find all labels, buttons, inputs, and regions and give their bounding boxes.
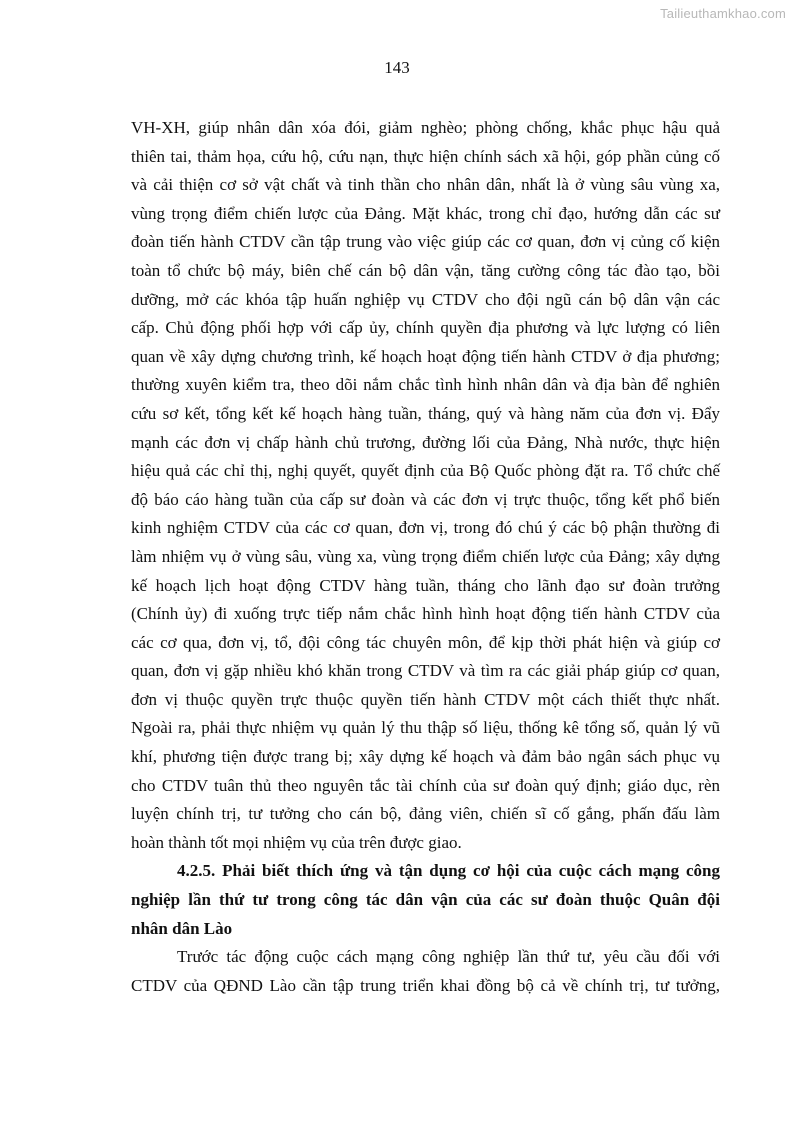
text-line: kinh nghiệm CTDV của các cơ quan, đơn vị, trong đó chú ý các bộ phận thường đi [131,518,720,538]
heading-line: nghiệp lần thứ tư trong công tác dân vận của các sư đoàn thuộc Quân đội [131,890,720,910]
text-line: luyện chính trị, tư tưởng cho cán bộ, đảng viên, chiến sĩ cố gắng, phấn đấu làm [131,804,720,824]
text-line: thiên tai, thảm họa, cứu hộ, cứu nạn, thực hiện chính sách xã hội, góp phần củng cố [131,146,720,166]
text-line: mạnh các đơn vị chấp hành chủ trương, đường lối của Đảng, Nhà nước, thực hiện [131,432,720,452]
text-line: dưỡng, mở các khóa tập huấn nghiệp vụ CTDV cho đội ngũ cán bộ dân vận các [131,289,720,309]
document-body [131,114,720,1000]
page-number: 143 [384,58,410,77]
text-line: Ngoài ra, phải thực nhiệm vụ quản lý thu thập số liệu, thống kê tổng số, quản lý vũ [131,718,720,738]
text-line: hoàn thành tốt mọi nhiệm vụ của trên được giao. [131,832,462,852]
watermark: Tailieuthamkhao.com [660,6,786,21]
heading-line: nhân dân Lào [131,918,233,938]
text-line: và cải thiện cơ sở vật chất và tinh thần cho nhân dân, nhất là ở vùng sâu vùng xa, [131,175,720,195]
body-paragraph [131,943,720,1000]
heading-line: 4.2.5. Phải biết thích ứng và tận dụng cơ hội của cuộc cách mạng công [177,861,720,881]
text-line: cho CTDV tuân thủ theo nguyên tắc tài chính của sư đoàn quý định; giáo dục, rèn [131,775,720,795]
text-line: quan, đơn vị gặp nhiều khó khăn trong CTDV và tìm ra các giải pháp giúp cơ quan, [131,661,720,681]
text-line: đơn vị thuộc quyền trực thuộc quyền tiến hành CTDV một cách thiết thực nhất. [131,689,720,709]
text-line: cứu sơ kết, tổng kết kế hoạch hàng tuần, tháng, quý và hàng năm của đơn vị. Đẩy [131,403,720,423]
text-line: độ báo cáo hàng tuần của cấp sư đoàn và các đơn vị trực thuộc, tổng kết phổ biến [131,489,720,509]
text-line: hiệu quả các chỉ thị, nghị quyết, quyết định của Bộ Quốc phòng đặt ra. Tổ chức chế [131,461,720,481]
text-line: đoàn tiến hành CTDV cần tập trung vào việc giúp các cơ quan, đơn vị củng cố kiện [131,232,720,252]
text-line: vùng trọng điểm chiến lược của Đảng. Mặt khác, trong chỉ đạo, hướng dẫn các sư [131,203,720,223]
text-line: khí, phương tiện được trang bị; xây dựng kế hoạch và đảm bảo ngân sách phục vụ [131,747,720,767]
section-heading [131,857,720,943]
text-line: thường xuyên kiểm tra, theo dõi nắm chắc tình hình nhân dân và địa bàn để nghiên [131,375,720,395]
text-line: làm nhiệm vụ ở vùng sâu, vùng xa, vùng trọng điểm chiến lược của Đảng; xây dựng [131,546,720,566]
text-line: cấp. Chủ động phối hợp với cấp ủy, chính quyền địa phương và lực lượng có liên [131,318,720,338]
text-line: Trước tác động cuộc cách mạng công nghiệp lần thứ tư, yêu cầu đối với [177,947,720,967]
text-line: CTDV của QĐND Lào cần tập trung triển khai đồng bộ cả về chính trị, tư tưởng, [131,975,720,995]
text-line: các cơ qua, đơn vị, tổ, đội công tác chuyên môn, để kịp thời phát hiện và giúp cơ [131,632,720,652]
body-paragraph [131,114,720,857]
text-line: quan về xây dựng chương trình, kế hoạch hoạt động tiến hành CTDV ở địa phương; [131,346,720,366]
text-line: toàn tổ chức bộ máy, biên chế cán bộ dân vận, tăng cường công tác đào tạo, bồi [131,260,720,280]
text-line: (Chính ủy) đi xuống trực tiếp nắm chắc hình hình hoạt động tiến hành CTDV của [131,604,720,624]
text-line: VH-XH, giúp nhân dân xóa đói, giảm nghèo; phòng chống, khắc phục hậu quả [131,118,720,137]
text-line: kế hoạch lịch hoạt động CTDV hàng tuần, tháng cho lãnh đạo sư đoàn trưởng [131,575,720,595]
